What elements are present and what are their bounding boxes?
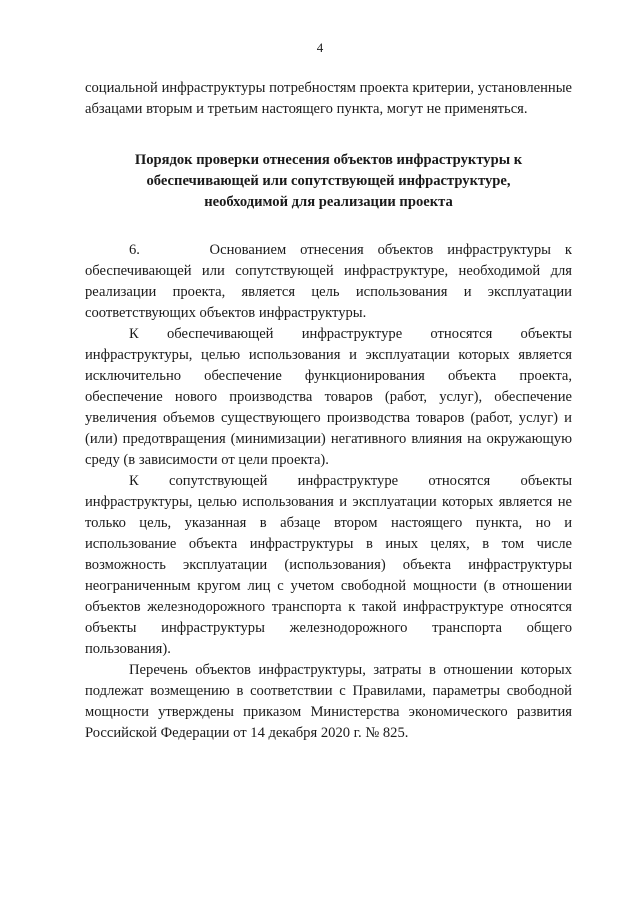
- page-number: 4: [316, 40, 324, 55]
- paragraph-supporting-infrastructure: К обеспечивающей инфраструктуре относятся объекты инфраструктуры, целью использования и эксплуатации которых является исключительно обеспечение функционирования объекта проекта, обеспечение нового производства товаров (работ, услуг), обеспечение увеличения объемов существующего производства товаров (работ, услуг) и (или) предотвращения (минимизации) негативного влияния на окружающую среду (в зависимости от цели проекта).: [85, 326, 572, 468]
- section-heading-line-2: обеспечивающей или сопутствующей инфраструктуре,: [146, 173, 511, 189]
- section-heading: [85, 150, 572, 213]
- section-heading-line-1: Порядок проверки отнесения объектов инфраструктуры к: [134, 152, 523, 168]
- paragraph-infrastructure-list: Перечень объектов инфраструктуры, затраты в отношении которых подлежат возмещению в соответствии с Правилами, параметры свободной мощности утверждены приказом Министерства экономического развития Российской Федерации от 14 декабря 2020 г. № 825.: [85, 662, 572, 741]
- document-body: [85, 78, 572, 744]
- paragraph-accompanying-infrastructure: К сопутствующей инфраструктуре относятся объекты инфраструктуры, целью использования и эксплуатации которых является не только цель, указанная в абзаце втором настоящего пункта, но и использование объекта инфраструктуры в иных целях, в том числе возможность эксплуатации (использования) объекта инфраструктуры неограниченным кругом лиц с учетом свободной мощности (в отношении объектов железнодорожного транспорта к такой инфраструктуре относятся объекты инфраструктуры железнодорожного транспорта общего пользования).: [85, 473, 572, 657]
- paragraph-item-6: 6. Основанием отнесения объектов инфраструктуры к обеспечивающей или сопутствующей инфраструктуре, необходимой для реализации проекта, является цель использования и эксплуатации соответствующих объектов инфраструктуры.: [85, 242, 572, 321]
- section-heading-line-3: необходимой для реализации проекта: [204, 194, 453, 210]
- intro-paragraph: социальной инфраструктуры потребностям проекта критерии, установленные абзацами вторым и третьим настоящего пункта, могут не применяться.: [85, 80, 572, 117]
